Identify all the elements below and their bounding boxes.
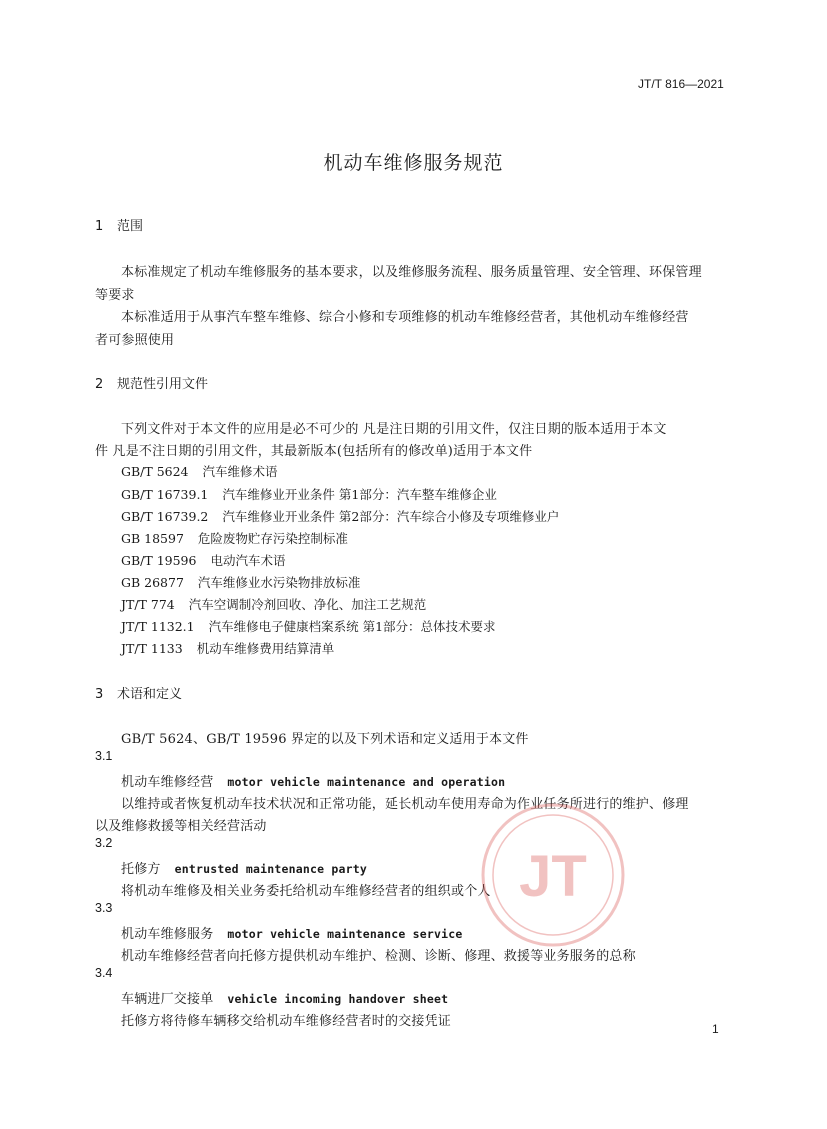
term-english: entrusted maintenance party — [174, 862, 367, 876]
clause-number: 3.2 — [95, 836, 113, 850]
clause-number: 3.4 — [95, 966, 113, 980]
reference-name: 汽车维修电子健康档案系统 第1部分：总体技术要求 — [208, 619, 496, 634]
reference-code: GB 26877 — [121, 575, 184, 590]
reference-item — [121, 507, 559, 525]
reference-name: 危险废物贮存污染控制标准 — [197, 531, 348, 546]
stamp-graphic — [478, 800, 628, 950]
paragraph-line: 本标准规定了机动车维修服务的基本要求，以及维修服务流程、服务质量管理、安全管理、环保管理 — [121, 265, 702, 280]
standard-code: JT/T 816—2021 — [638, 77, 724, 91]
section-number: 2 — [95, 377, 104, 392]
term-english: vehicle incoming handover sheet — [227, 992, 449, 1006]
section-title: 术语和定义 — [117, 687, 183, 702]
term-definition: 托修方将待修车辆移交给机动车维修经营者时的交接凭证 — [121, 1014, 452, 1029]
reference-item — [121, 551, 285, 569]
page-number: 1 — [712, 1022, 719, 1036]
paragraph-line: 本标准适用于从事汽车整车维修、综合小修和专项维修的机动车维修经营者，其他机动车维修经营 — [121, 310, 689, 325]
term-english: motor vehicle maintenance and operation — [227, 775, 506, 789]
term-definition: 机动车维修经营者向托修方提供机动车维护、检测、诊断、修理、救援等业务服务的总称 — [121, 949, 636, 964]
clause-number: 3.1 — [95, 749, 113, 763]
reference-item — [121, 462, 278, 480]
section-title: 规范性引用文件 — [117, 377, 209, 392]
term-definition: 将机动车维修及相关业务委托给机动车维修经营者的组织或个人 — [121, 884, 491, 899]
term-chinese: 机动车维修经营 — [121, 775, 214, 790]
term-heading — [121, 923, 463, 942]
terms-intro: GB/T 5624、GB/T 19596 界定的以及下列术语和定义适用于本文件 — [121, 732, 529, 747]
term-chinese: 车辆进厂交接单 — [121, 992, 214, 1007]
term-heading — [121, 771, 505, 790]
paragraph-line: 件 凡是不注日期的引用文件，其最新版本(包括所有的修改单)适用于本文件 — [95, 444, 533, 459]
reference-name: 汽车维修术语 — [202, 464, 278, 479]
reference-name: 电动汽车术语 — [210, 553, 286, 568]
paragraph-line: 者可参照使用 — [95, 333, 175, 348]
term-heading — [121, 858, 367, 877]
reference-item — [121, 573, 360, 591]
reference-name: 机动车维修费用结算清单 — [196, 641, 335, 656]
term-definition: 以及维修救援等相关经营活动 — [95, 819, 267, 834]
reference-item — [121, 639, 334, 657]
paragraph-line: 等要求 — [95, 288, 135, 303]
paragraph-line: 下列文件对于本文件的应用是必不可少的 凡是注日期的引用文件，仅注日期的版本适用于本文 — [121, 422, 667, 437]
document-title: 机动车维修服务规范 — [323, 152, 504, 174]
section-2-heading — [95, 373, 208, 392]
reference-code: JT/T 1132.1 — [121, 619, 195, 634]
reference-code: GB/T 19596 — [121, 553, 197, 568]
section-number: 1 — [95, 219, 104, 234]
term-chinese: 托修方 — [121, 862, 161, 877]
term-english: motor vehicle maintenance service — [227, 927, 463, 941]
reference-name: 汽车空调制冷剂回收、净化、加注工艺规范 — [188, 597, 427, 612]
section-number: 3 — [95, 687, 104, 702]
reference-item — [121, 529, 348, 547]
term-definition: 以维持或者恢复机动车技术状况和正常功能，延长机动车使用寿命为作业任务所进行的维护、修理 — [121, 797, 689, 812]
reference-name: 汽车维修业水污染物排放标准 — [197, 575, 361, 590]
term-chinese: 机动车维修服务 — [121, 927, 214, 942]
reference-code: GB/T 16739.1 — [121, 487, 209, 502]
reference-name: 汽车维修业开业条件 第1部分：汽车整车维修企业 — [222, 487, 497, 502]
reference-name: 汽车维修业开业条件 第2部分：汽车综合小修及专项维修业户 — [222, 509, 560, 524]
reference-item — [121, 485, 497, 503]
term-heading — [121, 988, 448, 1007]
stamp-text: JT — [519, 844, 587, 909]
jt-watermark-stamp — [478, 800, 628, 950]
reference-code: GB/T 16739.2 — [121, 509, 209, 524]
clause-number: 3.3 — [95, 901, 113, 915]
reference-code: JT/T 1133 — [121, 641, 183, 656]
reference-code: GB/T 5624 — [121, 464, 189, 479]
reference-code: GB 18597 — [121, 531, 184, 546]
section-title: 范围 — [117, 219, 144, 234]
section-3-heading — [95, 683, 182, 702]
reference-item — [121, 595, 426, 613]
section-1-heading — [95, 215, 143, 234]
reference-code: JT/T 774 — [121, 597, 175, 612]
reference-item — [121, 617, 496, 635]
